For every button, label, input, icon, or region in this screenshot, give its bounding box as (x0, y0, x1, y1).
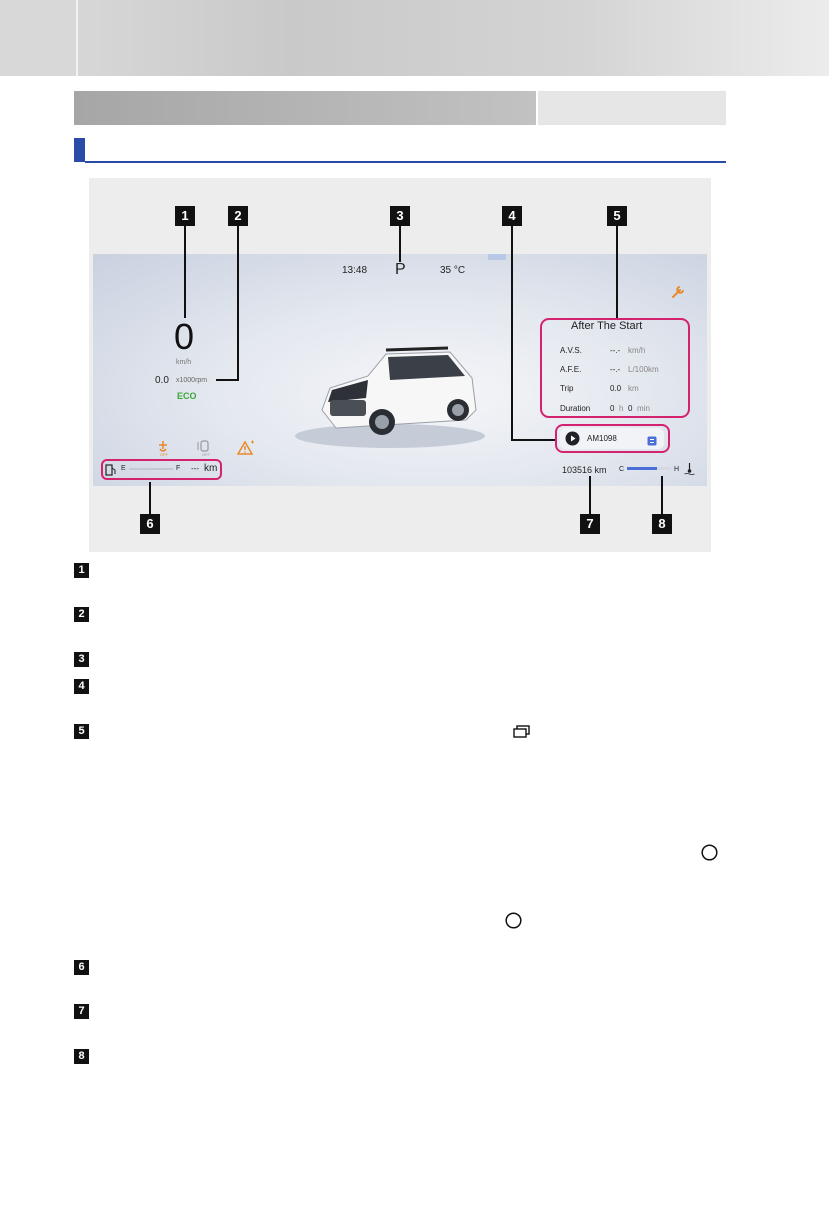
trip-duration-minutes-unit: min (637, 404, 650, 413)
callout-2: 2 (228, 206, 248, 226)
leader-8 (661, 476, 663, 514)
coolant-hot-label: H (674, 466, 680, 473)
clock: 13:48 (342, 265, 368, 276)
leader-3 (399, 226, 401, 262)
drive-mode: ECO (177, 391, 197, 401)
leader-2 (237, 226, 239, 380)
callout-8: 8 (652, 514, 672, 534)
fuel-pump-icon (105, 463, 117, 475)
callout-3: 3 (390, 206, 410, 226)
trip-panel-title: After The Start (571, 320, 643, 332)
heading-rule (85, 161, 726, 163)
trip-afe-label: A.F.E. (560, 365, 582, 374)
odometer: 103516 km (562, 465, 607, 475)
trip-avs-value: --.- (610, 346, 621, 355)
trip-distance-label: Trip (560, 384, 574, 393)
callout-4: 4 (502, 206, 522, 226)
fuel-full-label: F (176, 465, 181, 472)
fuel-bar (129, 468, 173, 470)
header-band (0, 0, 829, 76)
svg-text:OFF: OFF (160, 452, 168, 456)
trip-duration-minutes: 0 (628, 404, 633, 413)
wrench-icon (670, 284, 686, 300)
gear-indicator: P (395, 261, 406, 278)
vehicle-image (290, 340, 490, 450)
coolant-temp-icon (684, 462, 695, 475)
circle-button-icon-2 (505, 912, 522, 929)
list-marker-3: 3 (74, 652, 89, 667)
callout-5: 5 (607, 206, 627, 226)
fuel-range-value: --- (191, 464, 199, 473)
radio-menu-icon (647, 433, 657, 443)
list-marker-4: 4 (74, 679, 89, 694)
trip-avs-unit: km/h (628, 346, 646, 355)
warning-icon (237, 440, 255, 456)
callout-7: 7 (580, 514, 600, 534)
coolant-cold-label: C (619, 466, 625, 473)
fuel-empty-label: E (121, 465, 126, 472)
trip-distance-unit: km (628, 384, 639, 393)
rpm-value: 0.0 (155, 375, 169, 386)
list-marker-2: 2 (74, 607, 89, 622)
screen-indicator (488, 254, 506, 260)
play-icon (565, 431, 580, 446)
list-marker-5: 5 (74, 724, 89, 739)
hill-descent-off-icon (196, 440, 212, 456)
heading-marker (74, 138, 85, 162)
leader-7 (589, 476, 591, 514)
trip-avs-label: A.V.S. (560, 346, 582, 355)
speed-unit: km/h (176, 359, 192, 366)
list-marker-8: 8 (74, 1049, 89, 1064)
section-bar-right (538, 91, 726, 125)
leader-4 (511, 226, 513, 440)
speed-value: 0 (174, 316, 195, 357)
trip-distance-value: 0.0 (610, 384, 622, 393)
header-tab (0, 0, 78, 76)
coolant-bar-fill (627, 467, 657, 470)
leader-6 (149, 482, 151, 514)
leader-1 (184, 226, 186, 318)
svg-text:OFF: OFF (202, 452, 210, 456)
list-marker-7: 7 (74, 1004, 89, 1019)
fuel-range-unit: km (204, 463, 218, 474)
circle-button-icon (701, 844, 718, 861)
leader-2h (216, 379, 239, 381)
traction-off-icon (155, 440, 171, 456)
trip-duration-hours: 0 (610, 404, 615, 413)
radio-station: AM1098 (587, 434, 617, 443)
callout-6: 6 (140, 514, 160, 534)
callout-1: 1 (175, 206, 195, 226)
trip-duration-label: Duration (560, 404, 591, 413)
section-bar (74, 91, 536, 125)
list-marker-6: 6 (74, 960, 89, 975)
trip-afe-unit: L/100km (628, 365, 659, 374)
trip-afe-value: --.- (610, 365, 621, 374)
rpm-unit: x1000rpm (176, 377, 208, 384)
trip-duration-hours-unit: h (619, 404, 624, 413)
window-switch-icon (513, 725, 531, 739)
leader-4h (511, 439, 555, 441)
leader-5 (616, 226, 618, 320)
list-marker-1: 1 (74, 563, 89, 578)
outside-temperature: 35 °C (440, 265, 466, 276)
